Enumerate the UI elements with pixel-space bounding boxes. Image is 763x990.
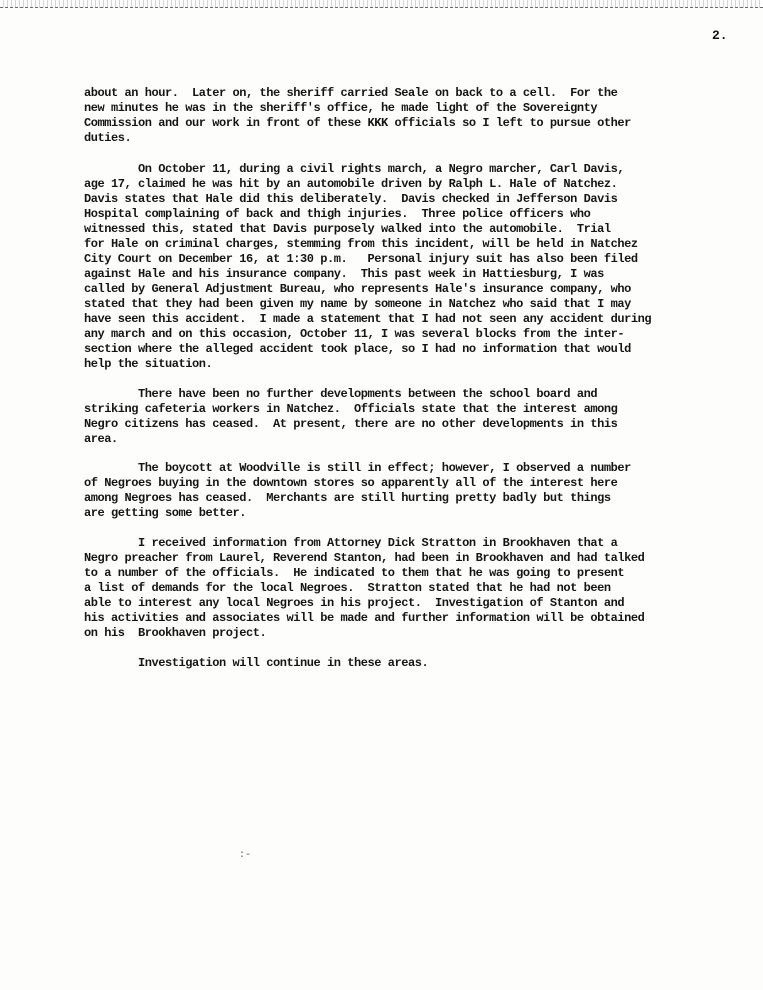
text-line: are getting some better. [84,506,247,520]
text-line: any march and on this occasion, October 11, I was several blocks from the inter- [84,327,625,341]
text-line: have seen this accident. I made a statement that I had not seen any accident during [84,312,652,326]
text-line: his activities and associates will be made and further information will be obtained [84,611,645,625]
stray-mark: :- [239,850,252,861]
scan-top-edge [0,0,763,8]
text-line: new minutes he was in the sheriff's office, he made light of the Sovereignty [84,101,598,115]
text-line: Commission and our work in front of these KKK officials so I left to pursue other [84,116,631,130]
text-line: Negro preacher from Laurel, Reverend Stanton, had been in Brookhaven and had talked [84,551,645,565]
text-line: of Negroes buying in the downtown stores so apparently all of the interest here [84,476,618,490]
text-line: for Hale on criminal charges, stemming from this incident, will be held in Natchez [84,237,638,251]
text-line: The boycott at Woodville is still in effect; however, I observed a number [84,461,631,475]
text-line: Investigation will continue in these areas. [84,656,429,670]
text-line: On October 11, during a civil rights march, a Negro marcher, Carl Davis, [84,162,625,176]
text-line: Hospital complaining of back and thigh injuries. Three police officers who [84,207,591,221]
text-line: age 17, claimed he was hit by an automobile driven by Ralph L. Hale of Natchez. [84,177,618,191]
text-line: Davis states that Hale did this deliberately. Davis checked in Jefferson Davis [84,192,618,206]
page-number: 2. [712,28,728,43]
text-line: duties. [84,131,132,145]
text-line: called by General Adjustment Bureau, who represents Hale's insurance company, who [84,282,631,296]
text-line: There have been no further developments between the school board and [84,387,598,401]
text-line: among Negroes has ceased. Merchants are still hurting pretty badly but things [84,491,611,505]
text-line: I received information from Attorney Dick Stratton in Brookhaven that a [84,536,618,550]
text-line: stated that they had been given my name by someone in Natchez who said that I may [84,297,631,311]
text-line: Negro citizens has ceased. At present, there are no other developments in this [84,417,618,431]
text-line: able to interest any local Negroes in his project. Investigation of Stanton and [84,596,625,610]
text-line: on his Brookhaven project. [84,626,267,640]
text-line: striking cafeteria workers in Natchez. Officials state that the interest among [84,402,618,416]
text-line: area. [84,432,118,446]
text-line: a list of demands for the local Negroes. Stratton stated that he had not been [84,581,611,595]
text-line: City Court on December 16, at 1:30 p.m. Personal injury suit has also been filed [84,252,638,266]
text-line: witnessed this, stated that Davis purposely walked into the automobile. Trial [84,222,611,236]
text-line: about an hour. Later on, the sheriff carried Seale on back to a cell. For the [84,86,618,100]
text-line: section where the alleged accident took place, so I had no information that would [84,342,631,356]
text-line: to a number of the officials. He indicated to them that he was going to present [84,566,625,580]
text-line: help the situation. [84,357,213,371]
text-line: against Hale and his insurance company. This past week in Hattiesburg, I was [84,267,604,281]
